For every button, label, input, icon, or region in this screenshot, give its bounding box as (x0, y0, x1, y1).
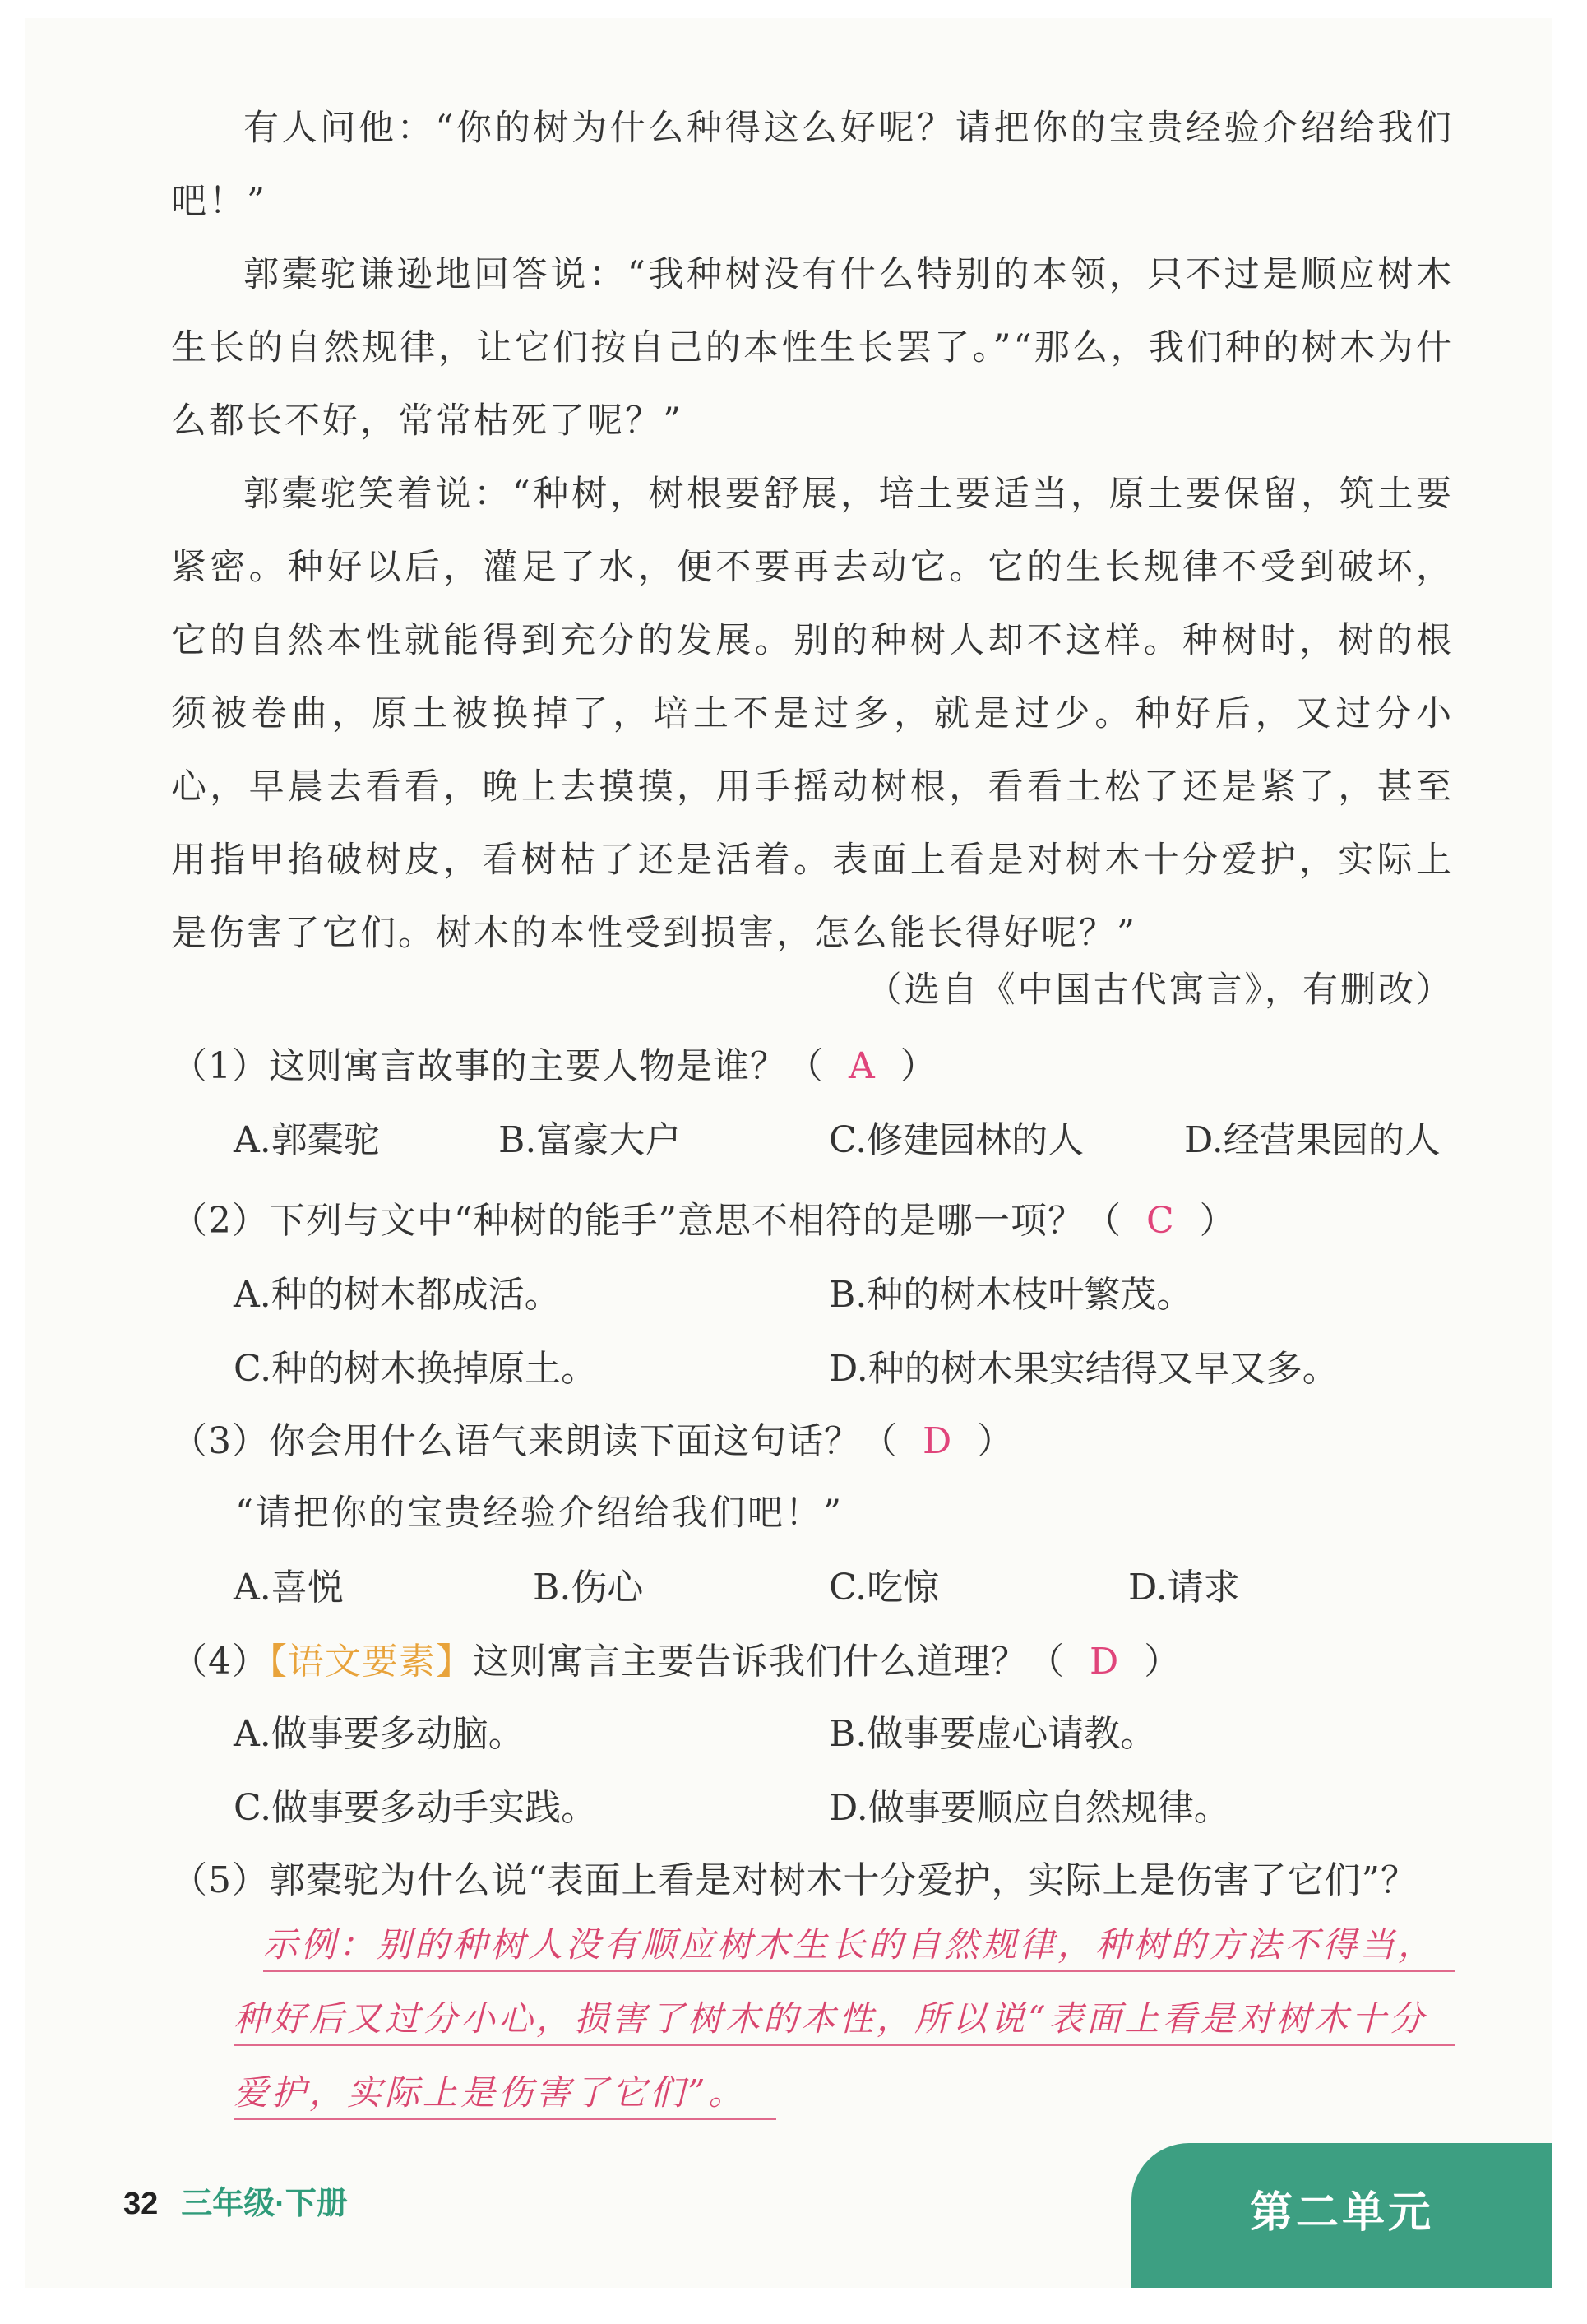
question-2-close: ） (1199, 1200, 1237, 1242)
q4-option-a: A.做事要多动脑。 (234, 1713, 525, 1755)
q5-answer-line-3: 爱护，实际上是伤害了它们”。 (234, 2067, 776, 2120)
unit-tab (1131, 2143, 1552, 2288)
page-number: 32 (123, 2187, 159, 2221)
question-4-prefix: （4） (171, 1641, 269, 1683)
question-3-close: ） (977, 1420, 1015, 1462)
passage-paragraph-2: 郭橐驼谦逊地回答说：“我种树没有什么特别的本领，只不过是顺应树木生长的自然规律，让它们按自己的本性生长罢了。”“那么，我们种的树木为什么都长不好，常常枯死了呢？” (171, 254, 1454, 442)
q2-option-a: A.种的树木都成活。 (234, 1274, 561, 1316)
question-3-answer: D (923, 1420, 953, 1462)
q2-option-b: B.种的树木枝叶繁茂。 (829, 1274, 1193, 1316)
question-1-answer: A (849, 1045, 876, 1087)
passage-paragraph-1: 有人问他：“你的树为什么种得这么好呢？请把你的宝贵经验介绍给我们吧！” (171, 108, 1454, 222)
question-1-text: （1）这则寓言故事的主要人物是谁？（ (171, 1045, 824, 1087)
q3-option-d: D.请求 (1128, 1567, 1240, 1609)
reading-passage (171, 92, 1454, 970)
question-1-close: ） (900, 1045, 937, 1087)
question-4-tag-open: 【 (269, 1641, 288, 1683)
q2-option-c: C.种的树木换掉原土。 (234, 1348, 598, 1390)
unit-label: 第二单元 (1249, 2189, 1434, 2237)
question-4-tag: 语文要素 (288, 1641, 436, 1683)
q3-option-c: C.吃惊 (829, 1567, 940, 1609)
q1-option-c: C.修建园林的人 (829, 1119, 1085, 1161)
q2-option-d: D.种的树木果实结得又早又多。 (829, 1348, 1339, 1390)
question-1 (171, 1036, 937, 1089)
passage-source: （选自《中国古代寓言》，有删改） (866, 970, 1454, 1011)
passage-paragraph-3: 郭橐驼笑着说：“种树，树根要舒展，培土要适当，原土要保留，筑土要紧密。种好以后，灌足了水，便不要再去动它。它的生长规律不受到破坏，它的自然本性就能得到充分的发展。别的种树人却不这样。种树时，树的根须被卷曲，原土被换掉了，培土不是过多，就是过少。种好后，又过分小心，早晨去看看，晚上去摸摸，用手摇动树根，看看土松了还是紧了，甚至用指甲掐破树皮，看树枯了还是活着。表面上看是对树木十分爱护，实际上是伤害了它们。树木的本性受到损害，怎么能长得好呢？” (171, 474, 1454, 954)
question-4-answer: D (1090, 1641, 1120, 1683)
q4-option-c: C.做事要多动手实践。 (234, 1787, 598, 1829)
q4-option-b: B.做事要虚心请教。 (829, 1713, 1157, 1755)
question-3 (171, 1411, 1014, 1464)
question-2-answer: C (1145, 1200, 1175, 1242)
question-5: （5）郭橐驼为什么说“表面上看是对树木十分爱护，实际上是伤害了它们”？ (171, 1859, 1418, 1901)
q3-option-a: A.喜悦 (234, 1567, 344, 1609)
q3-option-b: B.伤心 (533, 1567, 644, 1609)
q1-option-d: D.经营果园的人 (1184, 1119, 1441, 1161)
q5-answer-line-2: 种好后又过分小心，损害了树木的本性，所以说“表面上看是对树木十分 (234, 1993, 1455, 2046)
question-2-text: （2）下列与文中“种树的能手”意思不相符的是哪一项？（ (171, 1200, 1122, 1242)
q1-option-b: B.富豪大户 (498, 1119, 682, 1161)
question-3-quote: “请把你的宝贵经验介绍给我们吧！” (235, 1493, 844, 1534)
q4-option-d: D.做事要顺应自然规律。 (829, 1787, 1230, 1829)
q5-answer-line-1: 示例：别的种树人没有顺应树木生长的自然规律，种树的方法不得当， (263, 1919, 1455, 1972)
question-4-text: 这则寓言主要告诉我们什么道理？（ (473, 1641, 1065, 1683)
question-2 (171, 1191, 1237, 1243)
footer (123, 2178, 348, 2223)
question-4-tag-close: 】 (436, 1641, 473, 1683)
question-3-text: （3）你会用什么语气来朗读下面这句话？（ (171, 1420, 898, 1462)
q1-option-a: A.郭橐驼 (234, 1119, 380, 1161)
question-4 (171, 1632, 1181, 1684)
grade-label: 三年级·下册 (181, 2187, 348, 2221)
question-4-close: ） (1144, 1641, 1182, 1683)
